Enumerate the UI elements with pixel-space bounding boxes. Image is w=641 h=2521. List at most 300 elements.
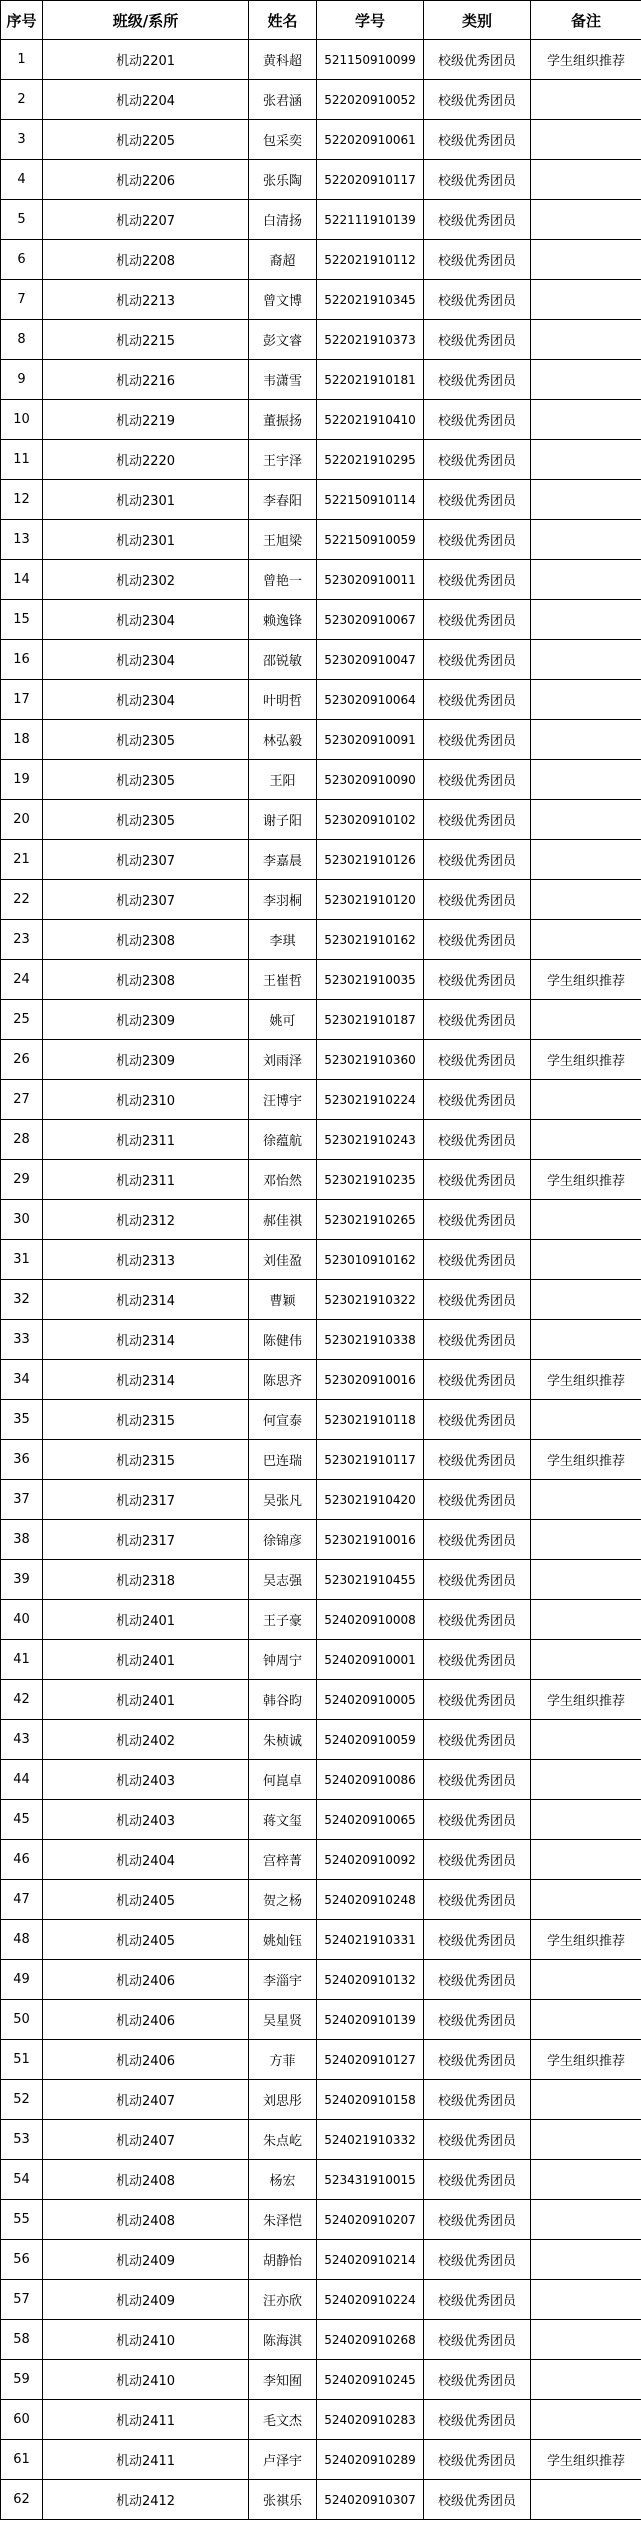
cell-student-id: 523021910035 [317, 960, 424, 1000]
cell-student-id: 524020910245 [317, 2360, 424, 2400]
cell-category: 校级优秀团员 [424, 760, 531, 800]
cell-category: 校级优秀团员 [424, 2400, 531, 2440]
cell-category: 校级优秀团员 [424, 2320, 531, 2360]
header-student-id: 学号 [317, 1, 424, 40]
cell-class: 机动2412 [43, 2480, 249, 2520]
cell-remark [531, 480, 641, 520]
cell-remark [531, 2080, 641, 2120]
cell-remark [531, 160, 641, 200]
cell-name: 胡静怡 [249, 2240, 317, 2280]
cell-remark: 学生组织推荐 [531, 960, 641, 1000]
cell-remark [531, 1960, 641, 2000]
cell-serial: 7 [1, 280, 43, 320]
cell-name: 朱泽恺 [249, 2200, 317, 2240]
cell-class: 机动2317 [43, 1520, 249, 1560]
cell-name: 李春阳 [249, 480, 317, 520]
cell-class: 机动2309 [43, 1040, 249, 1080]
table-row [1, 1880, 641, 1920]
cell-class: 机动2315 [43, 1400, 249, 1440]
cell-serial: 37 [1, 1480, 43, 1520]
cell-name: 王旭梁 [249, 520, 317, 560]
cell-name: 叶明哲 [249, 680, 317, 720]
cell-remark [531, 2360, 641, 2400]
cell-class: 机动2213 [43, 280, 249, 320]
cell-remark [531, 560, 641, 600]
cell-name: 张君涵 [249, 80, 317, 120]
cell-student-id: 522021910410 [317, 400, 424, 440]
cell-remark [531, 920, 641, 960]
cell-category: 校级优秀团员 [424, 40, 531, 80]
cell-student-id: 524020910224 [317, 2280, 424, 2320]
cell-category: 校级优秀团员 [424, 120, 531, 160]
table-row [1, 520, 641, 560]
header-name: 姓名 [249, 1, 317, 40]
cell-name: 宫梓菁 [249, 1840, 317, 1880]
cell-remark [531, 440, 641, 480]
cell-name: 刘思彤 [249, 2080, 317, 2120]
cell-remark [531, 360, 641, 400]
cell-serial: 38 [1, 1520, 43, 1560]
cell-class: 机动2216 [43, 360, 249, 400]
cell-serial: 2 [1, 80, 43, 120]
cell-category: 校级优秀团员 [424, 1600, 531, 1640]
cell-class: 机动2407 [43, 2120, 249, 2160]
cell-student-id: 523021910117 [317, 1440, 424, 1480]
cell-remark [531, 2280, 641, 2320]
cell-category: 校级优秀团员 [424, 1960, 531, 2000]
header-category: 类别 [424, 1, 531, 40]
cell-student-id: 522021910295 [317, 440, 424, 480]
table-row [1, 2440, 641, 2480]
table-row [1, 920, 641, 960]
cell-class: 机动2410 [43, 2360, 249, 2400]
cell-remark: 学生组织推荐 [531, 1160, 641, 1200]
cell-name: 陈思齐 [249, 1360, 317, 1400]
header-remark: 备注 [531, 1, 641, 40]
table-row [1, 880, 641, 920]
cell-class: 机动2409 [43, 2240, 249, 2280]
cell-student-id: 524020910059 [317, 1720, 424, 1760]
cell-student-id: 524020910207 [317, 2200, 424, 2240]
cell-remark [531, 1480, 641, 1520]
cell-name: 蒋文玺 [249, 1800, 317, 1840]
cell-class: 机动2401 [43, 1600, 249, 1640]
cell-category: 校级优秀团员 [424, 1680, 531, 1720]
cell-name: 徐蕴航 [249, 1120, 317, 1160]
cell-student-id: 523020910090 [317, 760, 424, 800]
cell-serial: 59 [1, 2360, 43, 2400]
cell-student-id: 523431910015 [317, 2160, 424, 2200]
table-row [1, 1680, 641, 1720]
cell-serial: 39 [1, 1560, 43, 1600]
cell-class: 机动2305 [43, 800, 249, 840]
cell-student-id: 523021910265 [317, 1200, 424, 1240]
cell-class: 机动2311 [43, 1120, 249, 1160]
cell-name: 方菲 [249, 2040, 317, 2080]
cell-name: 吴张凡 [249, 1480, 317, 1520]
cell-remark [531, 1840, 641, 1880]
cell-class: 机动2314 [43, 1360, 249, 1400]
cell-name: 曾艳一 [249, 560, 317, 600]
cell-category: 校级优秀团员 [424, 1160, 531, 1200]
cell-serial: 42 [1, 1680, 43, 1720]
cell-class: 机动2220 [43, 440, 249, 480]
cell-serial: 57 [1, 2280, 43, 2320]
cell-remark [531, 2120, 641, 2160]
cell-student-id: 523020910011 [317, 560, 424, 600]
cell-name: 李羽桐 [249, 880, 317, 920]
table-body [1, 40, 641, 2520]
cell-name: 张祺乐 [249, 2480, 317, 2520]
cell-serial: 31 [1, 1240, 43, 1280]
table-row [1, 200, 641, 240]
cell-name: 王崔哲 [249, 960, 317, 1000]
cell-serial: 32 [1, 1280, 43, 1320]
cell-category: 校级优秀团员 [424, 1640, 531, 1680]
cell-serial: 1 [1, 40, 43, 80]
cell-student-id: 523021910322 [317, 1280, 424, 1320]
cell-remark [531, 600, 641, 640]
table-row [1, 2120, 641, 2160]
cell-serial: 48 [1, 1920, 43, 1960]
cell-name: 王阳 [249, 760, 317, 800]
cell-name: 王子豪 [249, 1600, 317, 1640]
cell-student-id: 524020910307 [317, 2480, 424, 2520]
cell-serial: 51 [1, 2040, 43, 2080]
cell-class: 机动2207 [43, 200, 249, 240]
cell-category: 校级优秀团员 [424, 1360, 531, 1400]
cell-name: 姚灿钰 [249, 1920, 317, 1960]
cell-student-id: 522021910181 [317, 360, 424, 400]
cell-serial: 21 [1, 840, 43, 880]
cell-remark [531, 1000, 641, 1040]
cell-serial: 28 [1, 1120, 43, 1160]
cell-student-id: 522020910061 [317, 120, 424, 160]
table-row [1, 240, 641, 280]
cell-student-id: 522021910112 [317, 240, 424, 280]
cell-name: 李淄宇 [249, 1960, 317, 2000]
table-row [1, 680, 641, 720]
table-row [1, 600, 641, 640]
cell-serial: 56 [1, 2240, 43, 2280]
table-row [1, 320, 641, 360]
cell-student-id: 522111910139 [317, 200, 424, 240]
table-row [1, 2200, 641, 2240]
cell-name: 黄科超 [249, 40, 317, 80]
cell-class: 机动2312 [43, 1200, 249, 1240]
cell-serial: 4 [1, 160, 43, 200]
cell-serial: 10 [1, 400, 43, 440]
cell-category: 校级优秀团员 [424, 2000, 531, 2040]
cell-category: 校级优秀团员 [424, 2280, 531, 2320]
cell-name: 林弘毅 [249, 720, 317, 760]
cell-category: 校级优秀团员 [424, 360, 531, 400]
cell-name: 裔超 [249, 240, 317, 280]
cell-name: 王宇泽 [249, 440, 317, 480]
cell-class: 机动2215 [43, 320, 249, 360]
cell-category: 校级优秀团员 [424, 1400, 531, 1440]
cell-remark [531, 280, 641, 320]
cell-class: 机动2314 [43, 1320, 249, 1360]
cell-category: 校级优秀团员 [424, 1240, 531, 1280]
cell-serial: 23 [1, 920, 43, 960]
table-row [1, 1000, 641, 1040]
cell-student-id: 523021910243 [317, 1120, 424, 1160]
cell-category: 校级优秀团员 [424, 720, 531, 760]
table-row [1, 440, 641, 480]
cell-serial: 27 [1, 1080, 43, 1120]
cell-serial: 14 [1, 560, 43, 600]
table-row [1, 1080, 641, 1120]
table-row [1, 1400, 641, 1440]
cell-serial: 36 [1, 1440, 43, 1480]
cell-serial: 52 [1, 2080, 43, 2120]
cell-student-id: 523020910067 [317, 600, 424, 640]
cell-category: 校级优秀团员 [424, 320, 531, 360]
cell-category: 校级优秀团员 [424, 440, 531, 480]
table-row [1, 120, 641, 160]
cell-class: 机动2301 [43, 520, 249, 560]
table-row [1, 2360, 641, 2400]
cell-serial: 24 [1, 960, 43, 1000]
cell-class: 机动2313 [43, 1240, 249, 1280]
cell-class: 机动2404 [43, 1840, 249, 1880]
cell-class: 机动2304 [43, 600, 249, 640]
cell-category: 校级优秀团员 [424, 880, 531, 920]
cell-remark [531, 1640, 641, 1680]
cell-remark [531, 640, 641, 680]
cell-student-id: 524021910332 [317, 2120, 424, 2160]
cell-remark [531, 680, 641, 720]
cell-category: 校级优秀团员 [424, 200, 531, 240]
table-header [1, 1, 641, 40]
cell-remark [531, 1520, 641, 1560]
cell-class: 机动2304 [43, 680, 249, 720]
cell-student-id: 524020910065 [317, 1800, 424, 1840]
cell-category: 校级优秀团员 [424, 160, 531, 200]
table-row [1, 2040, 641, 2080]
cell-remark [531, 840, 641, 880]
cell-student-id: 524021910331 [317, 1920, 424, 1960]
cell-serial: 16 [1, 640, 43, 680]
cell-student-id: 523021910162 [317, 920, 424, 960]
table-row [1, 560, 641, 600]
table-row [1, 2080, 641, 2120]
cell-student-id: 521150910099 [317, 40, 424, 80]
cell-class: 机动2305 [43, 720, 249, 760]
cell-student-id: 524020910005 [317, 1680, 424, 1720]
cell-class: 机动2201 [43, 40, 249, 80]
cell-category: 校级优秀团员 [424, 2360, 531, 2400]
cell-class: 机动2308 [43, 920, 249, 960]
cell-class: 机动2206 [43, 160, 249, 200]
cell-name: 张乐陶 [249, 160, 317, 200]
cell-serial: 50 [1, 2000, 43, 2040]
cell-remark [531, 720, 641, 760]
table-row [1, 760, 641, 800]
cell-student-id: 523020910047 [317, 640, 424, 680]
table-row [1, 1280, 641, 1320]
cell-serial: 26 [1, 1040, 43, 1080]
cell-remark [531, 1880, 641, 1920]
cell-student-id: 523021910126 [317, 840, 424, 880]
cell-remark [531, 2000, 641, 2040]
cell-serial: 30 [1, 1200, 43, 1240]
cell-serial: 20 [1, 800, 43, 840]
cell-serial: 53 [1, 2120, 43, 2160]
cell-category: 校级优秀团员 [424, 2480, 531, 2520]
cell-category: 校级优秀团员 [424, 2240, 531, 2280]
cell-student-id: 523020910016 [317, 1360, 424, 1400]
cell-remark [531, 1280, 641, 1320]
cell-class: 机动2315 [43, 1440, 249, 1480]
table-row [1, 1640, 641, 1680]
table-row [1, 1120, 641, 1160]
table-row [1, 1160, 641, 1200]
cell-category: 校级优秀团员 [424, 920, 531, 960]
cell-name: 汪博宇 [249, 1080, 317, 1120]
cell-remark [531, 1560, 641, 1600]
cell-serial: 60 [1, 2400, 43, 2440]
cell-class: 机动2405 [43, 1880, 249, 1920]
cell-class: 机动2408 [43, 2160, 249, 2200]
cell-category: 校级优秀团员 [424, 400, 531, 440]
table-row [1, 1240, 641, 1280]
table-row [1, 1440, 641, 1480]
table-row [1, 1960, 641, 2000]
cell-serial: 33 [1, 1320, 43, 1360]
cell-remark [531, 1200, 641, 1240]
cell-category: 校级优秀团员 [424, 1040, 531, 1080]
table-row [1, 1040, 641, 1080]
cell-class: 机动2409 [43, 2280, 249, 2320]
table-row [1, 40, 641, 80]
cell-student-id: 523021910118 [317, 1400, 424, 1440]
cell-serial: 58 [1, 2320, 43, 2360]
table-row [1, 2480, 641, 2520]
cell-name: 彭文睿 [249, 320, 317, 360]
header-serial: 序号 [1, 1, 43, 40]
cell-name: 刘佳盈 [249, 1240, 317, 1280]
cell-category: 校级优秀团员 [424, 840, 531, 880]
table-row [1, 2320, 641, 2360]
cell-class: 机动2408 [43, 2200, 249, 2240]
table-row [1, 800, 641, 840]
cell-name: 钟周宁 [249, 1640, 317, 1680]
cell-name: 徐锦彦 [249, 1520, 317, 1560]
cell-name: 何宣泰 [249, 1400, 317, 1440]
cell-class: 机动2317 [43, 1480, 249, 1520]
cell-class: 机动2314 [43, 1280, 249, 1320]
cell-student-id: 524020910283 [317, 2400, 424, 2440]
cell-remark [531, 200, 641, 240]
cell-serial: 8 [1, 320, 43, 360]
cell-remark: 学生组织推荐 [531, 1680, 641, 1720]
cell-class: 机动2411 [43, 2440, 249, 2480]
cell-class: 机动2406 [43, 1960, 249, 2000]
cell-class: 机动2305 [43, 760, 249, 800]
cell-remark: 学生组织推荐 [531, 1360, 641, 1400]
cell-category: 校级优秀团员 [424, 1200, 531, 1240]
table-row [1, 2400, 641, 2440]
cell-serial: 25 [1, 1000, 43, 1040]
cell-category: 校级优秀团员 [424, 1120, 531, 1160]
cell-class: 机动2311 [43, 1160, 249, 1200]
cell-serial: 47 [1, 1880, 43, 1920]
cell-class: 机动2301 [43, 480, 249, 520]
cell-class: 机动2310 [43, 1080, 249, 1120]
cell-category: 校级优秀团员 [424, 2080, 531, 2120]
cell-remark [531, 760, 641, 800]
cell-serial: 13 [1, 520, 43, 560]
cell-category: 校级优秀团员 [424, 520, 531, 560]
table-row [1, 1360, 641, 1400]
cell-serial: 40 [1, 1600, 43, 1640]
cell-name: 赖逸锋 [249, 600, 317, 640]
cell-student-id: 524020910008 [317, 1600, 424, 1640]
cell-name: 巴连瑞 [249, 1440, 317, 1480]
cell-student-id: 522021910345 [317, 280, 424, 320]
cell-category: 校级优秀团员 [424, 1920, 531, 1960]
cell-serial: 19 [1, 760, 43, 800]
table-row [1, 1520, 641, 1560]
cell-serial: 49 [1, 1960, 43, 2000]
cell-serial: 17 [1, 680, 43, 720]
cell-name: 白清扬 [249, 200, 317, 240]
cell-category: 校级优秀团员 [424, 800, 531, 840]
cell-class: 机动2204 [43, 80, 249, 120]
cell-remark [531, 1720, 641, 1760]
cell-student-id: 524020910001 [317, 1640, 424, 1680]
table-row [1, 400, 641, 440]
cell-serial: 44 [1, 1760, 43, 1800]
cell-student-id: 523021910224 [317, 1080, 424, 1120]
cell-serial: 9 [1, 360, 43, 400]
cell-remark [531, 240, 641, 280]
cell-name: 杨宏 [249, 2160, 317, 2200]
cell-name: 曹颖 [249, 1280, 317, 1320]
cell-serial: 6 [1, 240, 43, 280]
cell-student-id: 523021910235 [317, 1160, 424, 1200]
cell-serial: 41 [1, 1640, 43, 1680]
cell-category: 校级优秀团员 [424, 1840, 531, 1880]
cell-name: 李琪 [249, 920, 317, 960]
table-row [1, 1320, 641, 1360]
cell-serial: 34 [1, 1360, 43, 1400]
cell-serial: 5 [1, 200, 43, 240]
cell-remark [531, 1800, 641, 1840]
cell-name: 朱点屹 [249, 2120, 317, 2160]
cell-class: 机动2304 [43, 640, 249, 680]
cell-remark: 学生组织推荐 [531, 2440, 641, 2480]
cell-remark [531, 800, 641, 840]
cell-class: 机动2403 [43, 1760, 249, 1800]
cell-category: 校级优秀团员 [424, 1720, 531, 1760]
cell-serial: 46 [1, 1840, 43, 1880]
cell-name: 谢子阳 [249, 800, 317, 840]
table-row [1, 1560, 641, 1600]
cell-category: 校级优秀团员 [424, 680, 531, 720]
cell-student-id: 524020910214 [317, 2240, 424, 2280]
cell-student-id: 522021910373 [317, 320, 424, 360]
cell-remark: 学生组织推荐 [531, 1440, 641, 1480]
cell-student-id: 523020910102 [317, 800, 424, 840]
cell-category: 校级优秀团员 [424, 960, 531, 1000]
cell-category: 校级优秀团员 [424, 1280, 531, 1320]
cell-remark [531, 2160, 641, 2200]
table-row [1, 1480, 641, 1520]
cell-category: 校级优秀团员 [424, 1560, 531, 1600]
